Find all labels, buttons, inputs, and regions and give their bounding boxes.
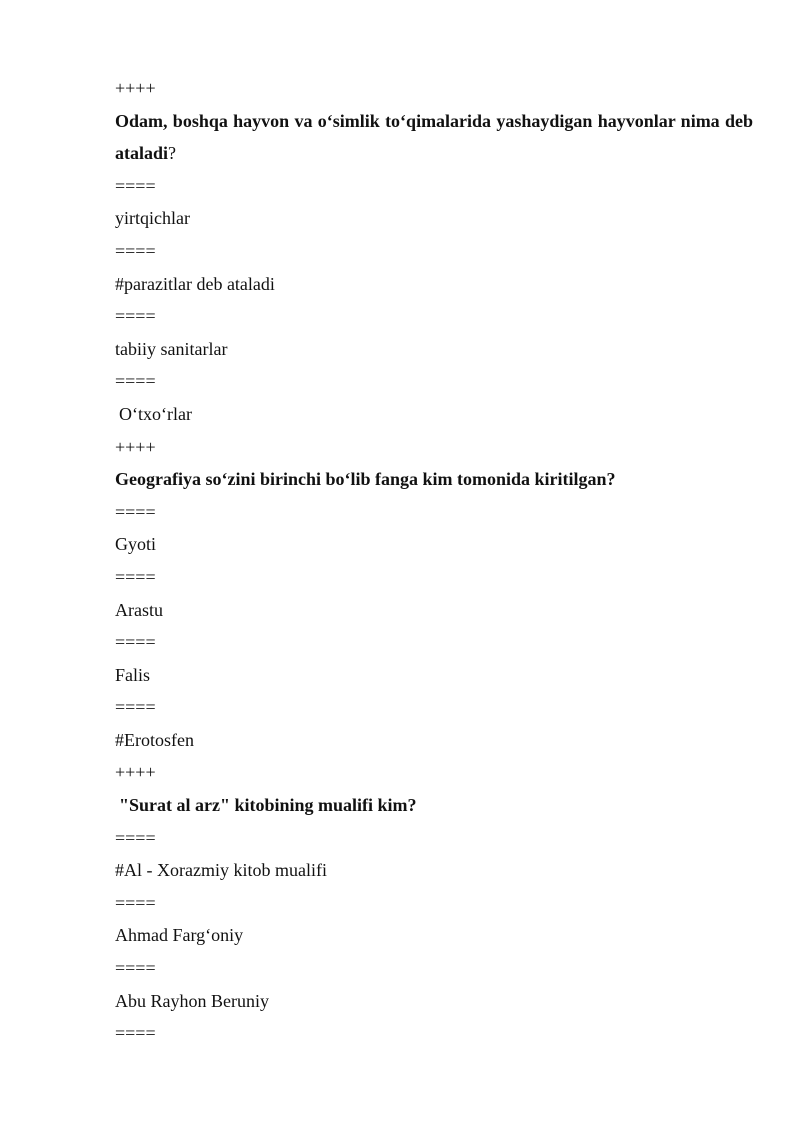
option-separator: ====: [115, 632, 156, 653]
option-separator: ====: [115, 697, 156, 718]
answer-option-correct: #Al - Xorazmiy kitob mualifi: [115, 860, 327, 881]
answer-option: tabiiy sanitarlar: [115, 338, 228, 359]
option-separator: ====: [115, 827, 156, 848]
answer-option-correct: #parazitlar deb ataladi: [115, 273, 275, 294]
answer-option: O‘txo‘rlar: [119, 403, 192, 424]
option-separator: ====: [115, 306, 156, 327]
question-text: "Surat al arz" kitobining mualifi kim?: [119, 795, 417, 816]
answer-option: yirtqichlar: [115, 208, 190, 229]
option-separator: ====: [115, 175, 156, 196]
answer-option: Ahmad Farg‘oniy: [115, 925, 244, 946]
option-separator: ====: [115, 501, 156, 522]
option-separator: ====: [115, 958, 156, 979]
option-separator: ====: [115, 566, 156, 587]
answer-option: Gyoti: [115, 534, 157, 555]
answer-option: Abu Rayhon Beruniy: [115, 990, 269, 1011]
option-separator: ====: [115, 371, 156, 392]
question-text-bold: Odam, boshqa hayvon va o‘simlik to‘qimalarida yashaydigan hayvonlar nima deb ataladi: [115, 110, 753, 164]
answer-option-correct: #Erotosfen: [115, 729, 194, 750]
question-start-marker: ++++: [115, 436, 156, 457]
option-separator: ====: [115, 240, 156, 261]
answer-option: Falis: [115, 664, 151, 685]
question-start-marker: ++++: [115, 78, 156, 98]
question-text: [115, 105, 753, 170]
question-start-marker: ++++: [115, 762, 156, 783]
document-body: [115, 72, 753, 1050]
option-separator: ====: [115, 892, 156, 913]
question-mark: ?: [168, 143, 177, 164]
option-separator: ====: [115, 1023, 156, 1044]
question-text: Geografiya so‘zini birinchi bo‘lib fanga kim tomonida kiritilgan?: [115, 469, 616, 490]
answer-option: Arastu: [115, 599, 163, 620]
